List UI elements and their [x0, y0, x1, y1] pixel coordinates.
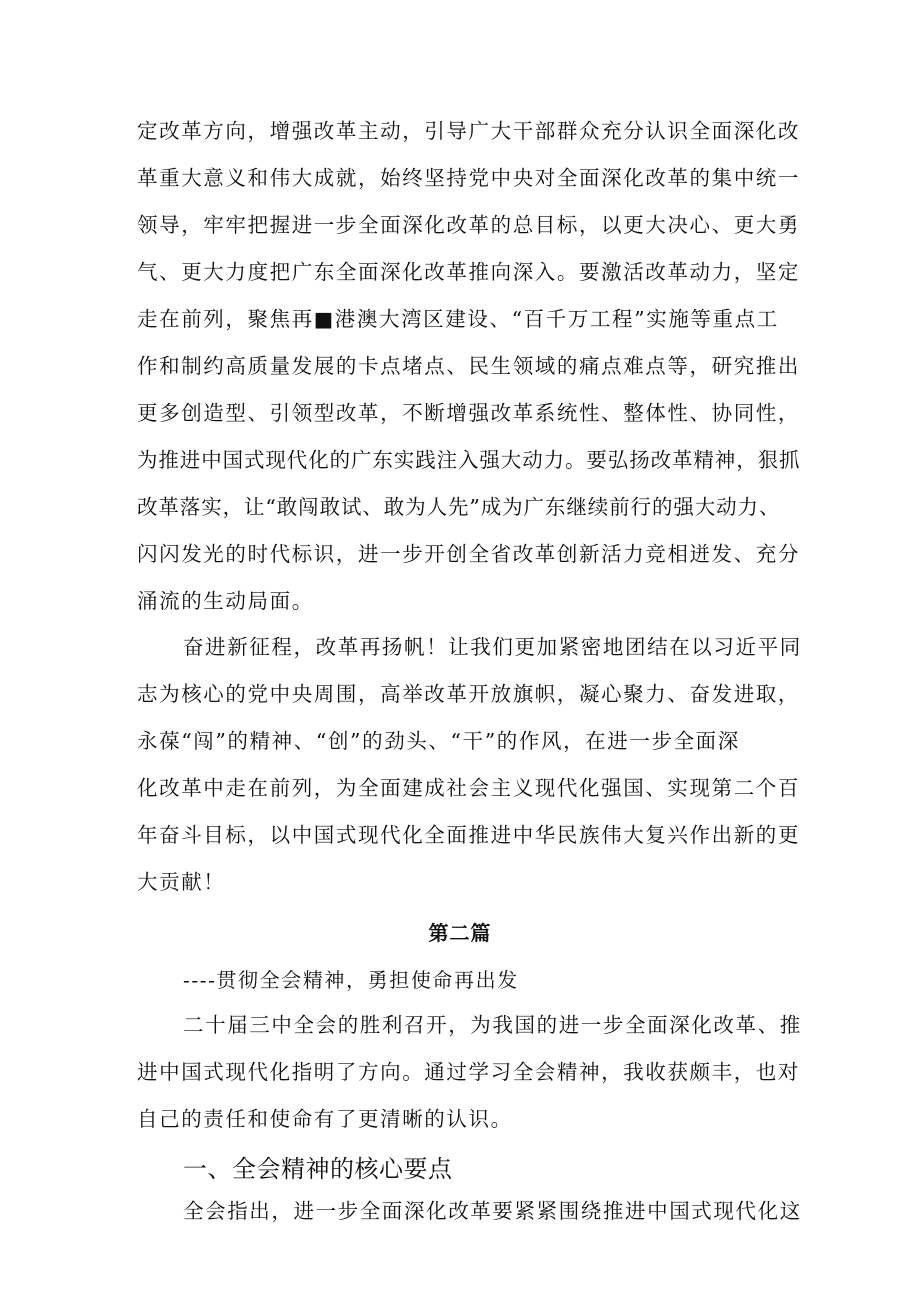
paragraph-3-line: 进中国式现代化指明了方向。通过学习全会精神，我收获颇丰，也对 [137, 1060, 800, 1084]
paragraph-2-line: 志为核心的党中央周围，高举改革开放旗帜，凝心聚力、奋发进取， [137, 682, 800, 706]
paragraph-3-line: 自己的责任和使命有了更清晰的认识。 [137, 1107, 513, 1131]
section-title: 第二篇 [428, 921, 492, 945]
paragraph-1-line: 涌流的生动局面。 [137, 589, 314, 613]
paragraph-3-line: 二十届三中全会的胜利召开，为我国的进一步全面深化改革、推 [183, 1013, 802, 1037]
paragraph-1-line: 改革落实，让“敢闯敢试、敢为人先”成为广东继续前行的强大动力、 [137, 495, 781, 519]
paragraph-2-line: 奋进新征程，改革再扬帆！让我们更加紧密地团结在以习近平同 [183, 635, 802, 659]
paragraph-1-line: 定改革方向，增强改革主动，引导广大干部群众充分认识全面深化改 [137, 119, 800, 143]
paragraph-1-line: 作和制约高质量发展的卡点堵点、民生领域的痛点难点等，研究推出 [137, 354, 800, 378]
paragraph-1-line: 走在前列，聚焦再■港澳大湾区建设、“百千万工程”实施等重点工 [137, 307, 779, 331]
section-subtitle: ----贯彻全会精神，勇担使命再出发 [183, 968, 519, 992]
paragraph-2-line: 化改革中走在前列，为全面建成社会主义现代化强国、实现第二个百 [137, 776, 800, 800]
paragraph-2-line: 大贡献！ [137, 870, 226, 894]
paragraph-2-line: 永葆“闯”的精神、“创”的劲头、“干”的作风，在进一步全面深 [137, 729, 740, 753]
paragraph-1-line: 闪闪发光的时代标识，进一步开创全省改革创新活力竞相迸发、充分 [137, 542, 800, 566]
paragraph-1-line: 更多创造型、引领型改革，不断增强改革系统性、整体性、协同性， [137, 401, 800, 425]
paragraph-1-line: 为推进中国式现代化的广东实践注入强大动力。要弘扬改革精神，狠抓 [137, 448, 801, 472]
paragraph-1-line: 革重大意义和伟大成就，始终坚持党中央对全面深化改革的集中统一 [137, 166, 800, 190]
paragraph-1-line: 气、更大力度把广东全面深化改革推向深入。要激活改革动力，坚定 [137, 260, 800, 284]
paragraph-2-line: 年奋斗目标，以中国式现代化全面推进中华民族伟大复兴作出新的更 [137, 823, 800, 847]
heading-1: 一、全会精神的核心要点 [183, 1155, 453, 1183]
paragraph-4-line: 全会指出，进一步全面深化改革要紧紧围绕推进中国式现代化这 [183, 1199, 802, 1223]
paragraph-1-line: 领导，牢牢把握进一步全面深化改革的总目标，以更大决心、更大勇 [137, 213, 800, 237]
